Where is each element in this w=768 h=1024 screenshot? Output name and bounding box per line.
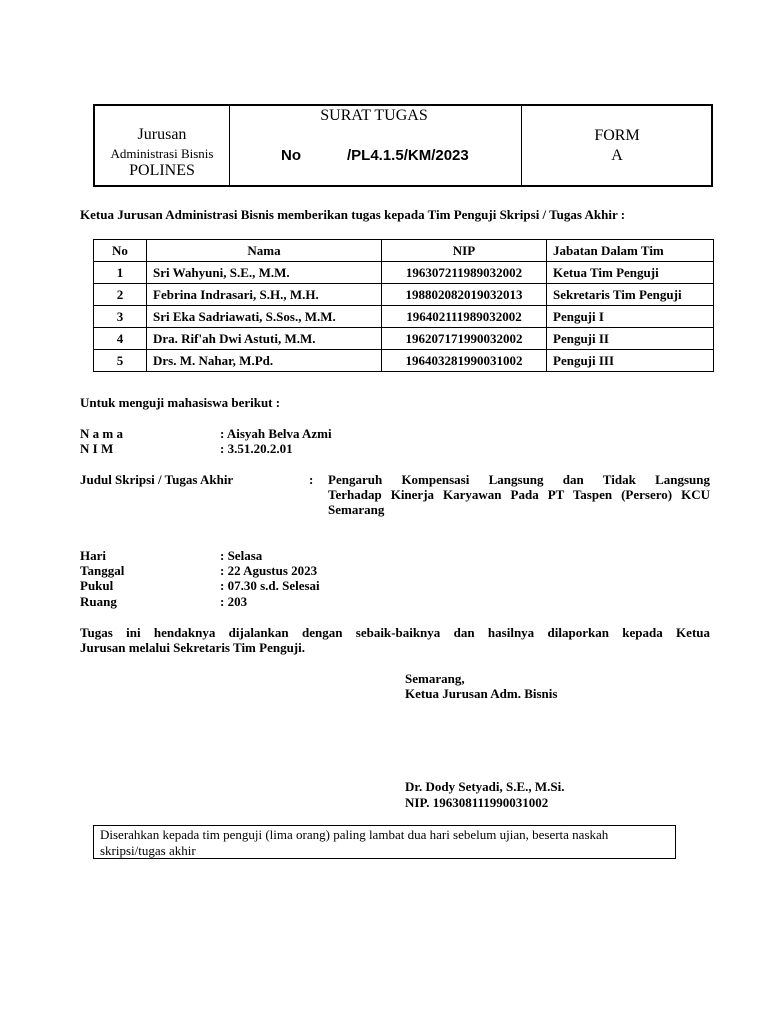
examiner-role: Penguji III: [547, 350, 714, 372]
table-row: [94, 262, 714, 284]
signature-position: Ketua Jurusan Adm. Bisnis: [405, 686, 558, 701]
assignment-intro: Ketua Jurusan Administrasi Bisnis memberikan tugas kepada Tim Penguji Skripsi / Tugas Akhir :: [80, 207, 626, 222]
examiner-table: [93, 239, 714, 372]
examiner-nip: 196402111989032002: [382, 306, 547, 328]
schedule-day-label: Hari: [80, 548, 106, 563]
table-row: [94, 328, 714, 350]
examiner-role: Penguji II: [547, 328, 714, 350]
row-number: 4: [94, 328, 147, 350]
examiner-nip: 196307211989032002: [382, 262, 547, 284]
schedule-room-value: : 203: [220, 594, 248, 609]
thesis-title-line-2: Terhadap Kinerja Karyawan Pada PT Taspen (Persero) KCU: [328, 487, 710, 502]
examiner-name: Sri Eka Sadriawati, S.Sos., M.M.: [147, 306, 382, 328]
table-header-row: [94, 240, 714, 262]
examiner-nip: 198802082019032013: [382, 284, 547, 306]
schedule-time-label: Pukul: [80, 578, 114, 593]
submission-note-line-1: Diserahkan kepada tim penguji (lima orang) paling lambat dua hari sebelum ujian, beserta naskah: [100, 827, 609, 842]
signatory-name: Dr. Dody Setyadi, S.E., M.Si.: [405, 779, 565, 794]
examiner-name: Sri Wahyuni, S.E., M.M.: [147, 262, 382, 284]
student-name-value: : Aisyah Belva Azmi: [220, 426, 332, 441]
student-intro: Untuk menguji mahasiswa berikut :: [80, 395, 281, 410]
closing-line-1: Tugas ini hendaknya dijalankan dengan sebaik-baiknya dan hasilnya dilaporkan kepada Ketua: [80, 625, 710, 640]
header-form-cell: [521, 106, 711, 185]
signature-place: Semarang,: [405, 671, 465, 686]
student-nim-value: : 3.51.20.2.01: [220, 441, 293, 456]
schedule-date-label: Tanggal: [80, 563, 125, 578]
examiner-role: Sekretaris Tim Penguji: [547, 284, 714, 306]
department-label: Jurusan: [137, 126, 187, 143]
header-title-cell: [229, 106, 522, 185]
department-name: Administrasi Bisnis: [110, 146, 214, 161]
schedule-time-value: : 07.30 s.d. Selesai: [220, 578, 320, 593]
table-row: [94, 284, 714, 306]
column-header-nama: Nama: [147, 240, 382, 262]
examiner-role: Ketua Tim Penguji: [547, 262, 714, 284]
examiner-name: Drs. M. Nahar, M.Pd.: [147, 350, 382, 372]
examiner-nip: 196403281990031002: [382, 350, 547, 372]
letter-title: SURAT TUGAS: [320, 107, 428, 124]
thesis-title-colon: :: [309, 472, 314, 487]
submission-note: [93, 825, 676, 859]
column-header-nip: NIP: [382, 240, 547, 262]
examiner-role: Penguji I: [547, 306, 714, 328]
form-label: FORM: [594, 127, 640, 144]
letter-header: [93, 104, 713, 187]
student-name-label: N a m a: [80, 426, 123, 441]
row-number: 5: [94, 350, 147, 372]
thesis-title-line-3: Semarang: [328, 502, 385, 517]
submission-note-line-2: skripsi/tugas akhir: [100, 843, 196, 858]
schedule-date-value: : 22 Agustus 2023: [220, 563, 318, 578]
signatory-nip: NIP. 196308111990031002: [405, 795, 549, 810]
thesis-title-line-1: Pengaruh Kompensasi Langsung dan Tidak Langsung: [328, 472, 710, 487]
letter-number-label: No: [281, 147, 301, 164]
column-header-no: No: [94, 240, 147, 262]
examiner-name: Febrina Indrasari, S.H., M.H.: [147, 284, 382, 306]
header-department-cell: [95, 106, 230, 185]
table-row: [94, 306, 714, 328]
form-code: A: [611, 147, 623, 164]
row-number: 2: [94, 284, 147, 306]
letter-number-value: /PL4.1.5/KM/2023: [347, 147, 469, 164]
examiner-name: Dra. Rif'ah Dwi Astuti, M.M.: [147, 328, 382, 350]
row-number: 1: [94, 262, 147, 284]
column-header-jabatan: Jabatan Dalam Tim: [547, 240, 714, 262]
student-nim-label: N I M: [80, 441, 114, 456]
examiner-nip: 196207171990032002: [382, 328, 547, 350]
table-row: [94, 350, 714, 372]
closing-line-2: Jurusan melalui Sekretaris Tim Penguji.: [80, 640, 305, 655]
thesis-title-label: Judul Skripsi / Tugas Akhir: [80, 472, 234, 487]
row-number: 3: [94, 306, 147, 328]
schedule-room-label: Ruang: [80, 594, 117, 609]
schedule-day-value: : Selasa: [220, 548, 263, 563]
institution-name: POLINES: [129, 162, 195, 179]
